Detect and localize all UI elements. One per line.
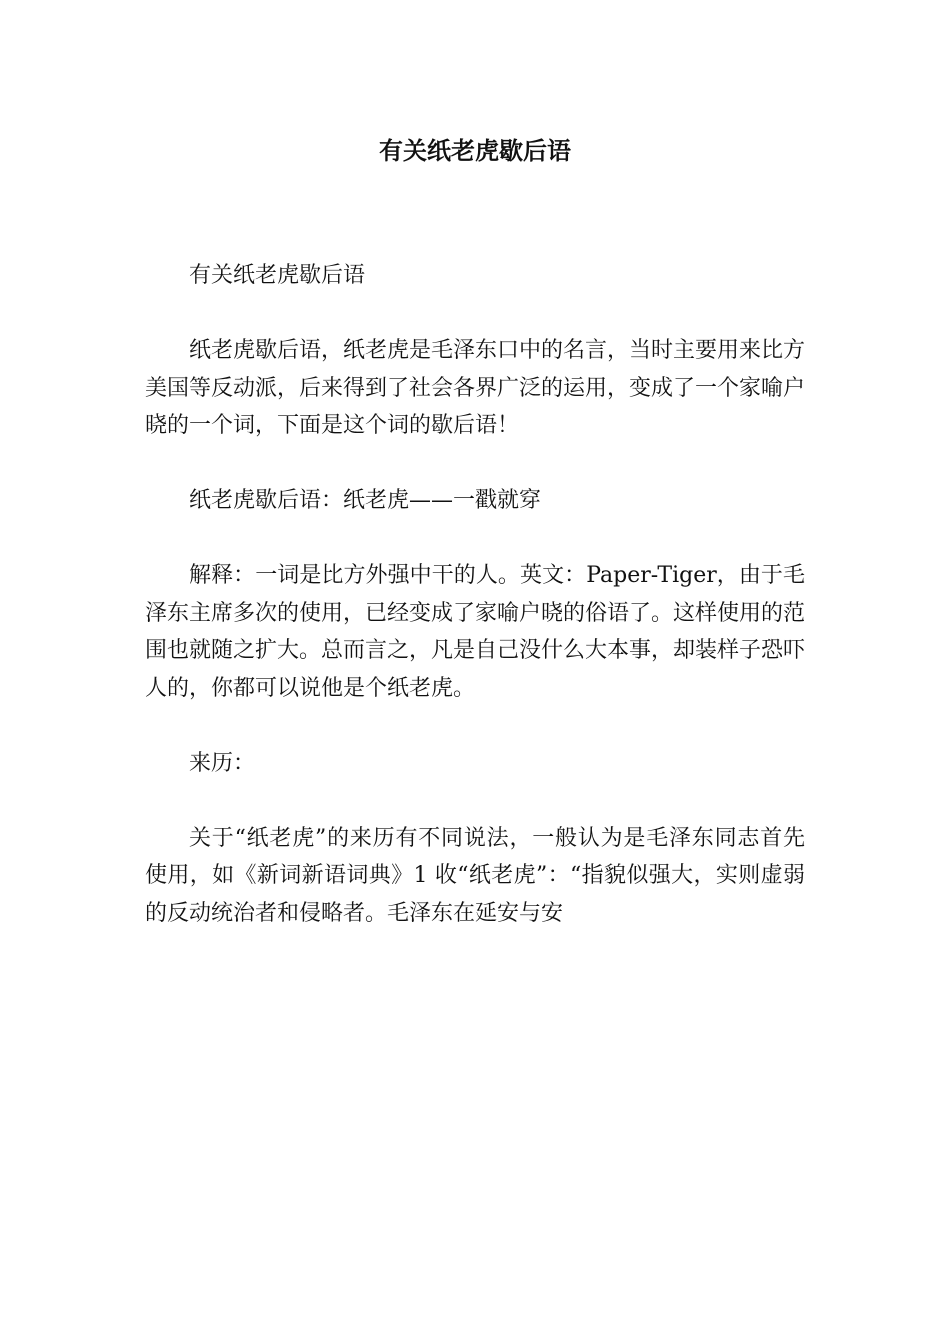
paragraph-origin-label: 来历： (189, 750, 256, 776)
document-body (145, 257, 805, 970)
document-title: 有关纸老虎歇后语 (379, 137, 571, 165)
paragraph-heading: 有关纸老虎歇后语 (189, 263, 366, 288)
paragraph-saying: 纸老虎歇后语：纸老虎——一戳就穿 (189, 488, 542, 513)
paragraph-explanation: 解释：一词是比方外强中干的人。英文：Paper-Tiger，由于毛泽东主席多次的使用，已经变成了家喻户晓的俗语了。这样使用的范围也就随之扩大。总而言之，凡是自己没什么大本事，却装样子恐吓人的，你都可以说他是个纸老虎。 (145, 563, 806, 701)
paragraph-intro: 纸老虎歇后语，纸老虎是毛泽东口中的名言，当时主要用来比方美国等反动派，后来得到了社会各界广泛的运用，变成了一个家喻户晓的一个词，下面是这个词的歇后语！ (145, 338, 806, 438)
paragraph-origin: 关于“纸老虎”的来历有不同说法，一般认为是毛泽东同志首先使用，如《新词新语词典》1 收“纸老虎”：“指貌似强大，实则虚弱的反动统治者和侵略者。毛泽东在延安与安 (145, 825, 805, 926)
